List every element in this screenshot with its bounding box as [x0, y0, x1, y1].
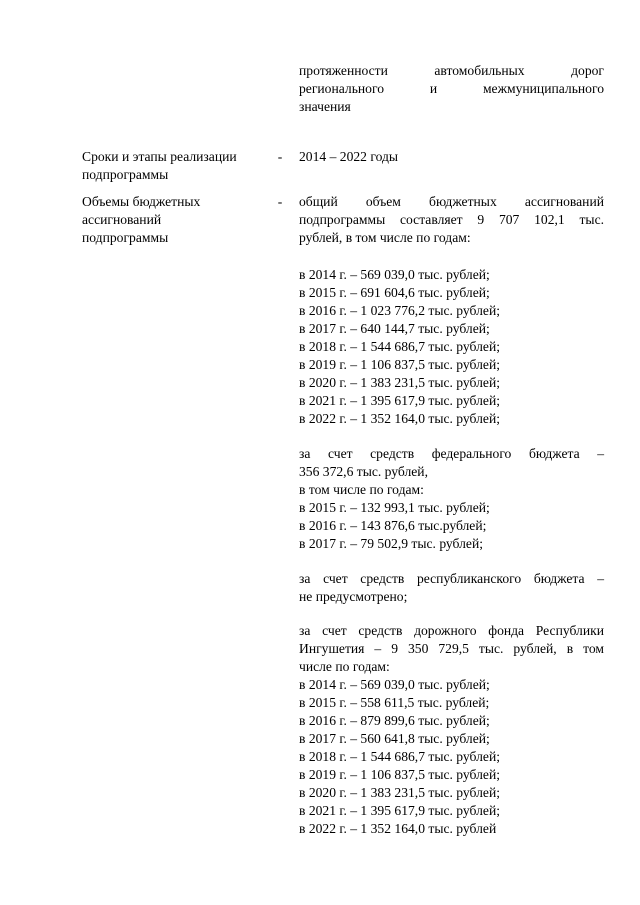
row-value: 2014 – 2022 годы: [299, 149, 399, 164]
year-line: в 2019 г. – 1 106 837,5 тыс. рублей;: [299, 767, 500, 782]
year-line: в 2020 г. – 1 383 231,5 тыс. рублей;: [299, 375, 500, 390]
year-line: в 2018 г. – 1 544 686,7 тыс. рублей;: [299, 339, 500, 354]
label-line: подпрограммы: [82, 230, 169, 245]
text-line: протяженности автомобильных дорог: [299, 63, 604, 78]
text-line: не предусмотрено;: [299, 589, 408, 604]
row-dash: -: [277, 194, 283, 209]
label-line: Объемы бюджетных: [82, 194, 201, 209]
text-line: за счет средств дорожного фонда Республики: [299, 623, 604, 638]
text-line: общий объем бюджетных ассигнований: [299, 194, 604, 209]
label-line: ассигнований: [82, 212, 162, 227]
row-label: [82, 148, 262, 184]
text-line: Ингушетия – 9 350 729,5 тыс. рублей, в том: [299, 641, 604, 656]
year-line: в 2015 г. – 691 604,6 тыс. рублей;: [299, 285, 490, 300]
year-line: в 2022 г. – 1 352 164,0 тыс. рублей;: [299, 411, 500, 426]
row-dash: -: [277, 149, 283, 164]
text-line: в том числе по годам:: [299, 482, 424, 497]
year-line: в 2018 г. – 1 544 686,7 тыс. рублей;: [299, 749, 500, 764]
year-line: в 2016 г. – 879 899,6 тыс. рублей;: [299, 713, 490, 728]
label-line: подпрограммы: [82, 167, 169, 182]
text-line: регионального и межмуниципального: [299, 81, 604, 96]
year-line: в 2022 г. – 1 352 164,0 тыс. рублей: [299, 821, 497, 836]
year-line: в 2021 г. – 1 395 617,9 тыс. рублей;: [299, 803, 500, 818]
text-line: подпрограммы составляет 9 707 102,1 тыс.: [299, 212, 604, 227]
year-line: в 2020 г. – 1 383 231,5 тыс. рублей;: [299, 785, 500, 800]
year-line: в 2017 г. – 79 502,9 тыс. рублей;: [299, 536, 483, 551]
text-line: числе по годам:: [299, 659, 390, 674]
text-line: за счет средств республиканского бюджета –: [299, 571, 604, 586]
text-line: 356 372,6 тыс. рублей,: [299, 464, 428, 479]
text-line: значения: [299, 99, 351, 114]
label-line: Сроки и этапы реализации: [82, 149, 237, 164]
year-line: в 2014 г. – 569 039,0 тыс. рублей;: [299, 677, 490, 692]
year-line: в 2016 г. – 1 023 776,2 тыс. рублей;: [299, 303, 500, 318]
year-line: в 2015 г. – 132 993,1 тыс. рублей;: [299, 500, 490, 515]
row-label: [82, 193, 262, 247]
year-line: в 2016 г. – 143 876,6 тыс.рублей;: [299, 518, 487, 533]
year-line: в 2021 г. – 1 395 617,9 тыс. рублей;: [299, 393, 500, 408]
year-line: в 2015 г. – 558 611,5 тыс. рублей;: [299, 695, 490, 710]
year-line: в 2017 г. – 640 144,7 тыс. рублей;: [299, 321, 490, 336]
year-line: в 2014 г. – 569 039,0 тыс. рублей;: [299, 267, 490, 282]
text-line: за счет средств федерального бюджета –: [299, 446, 604, 461]
year-line: в 2017 г. – 560 641,8 тыс. рублей;: [299, 731, 490, 746]
text-line: рублей, в том числе по годам:: [299, 230, 471, 245]
year-line: в 2019 г. – 1 106 837,5 тыс. рублей;: [299, 357, 500, 372]
